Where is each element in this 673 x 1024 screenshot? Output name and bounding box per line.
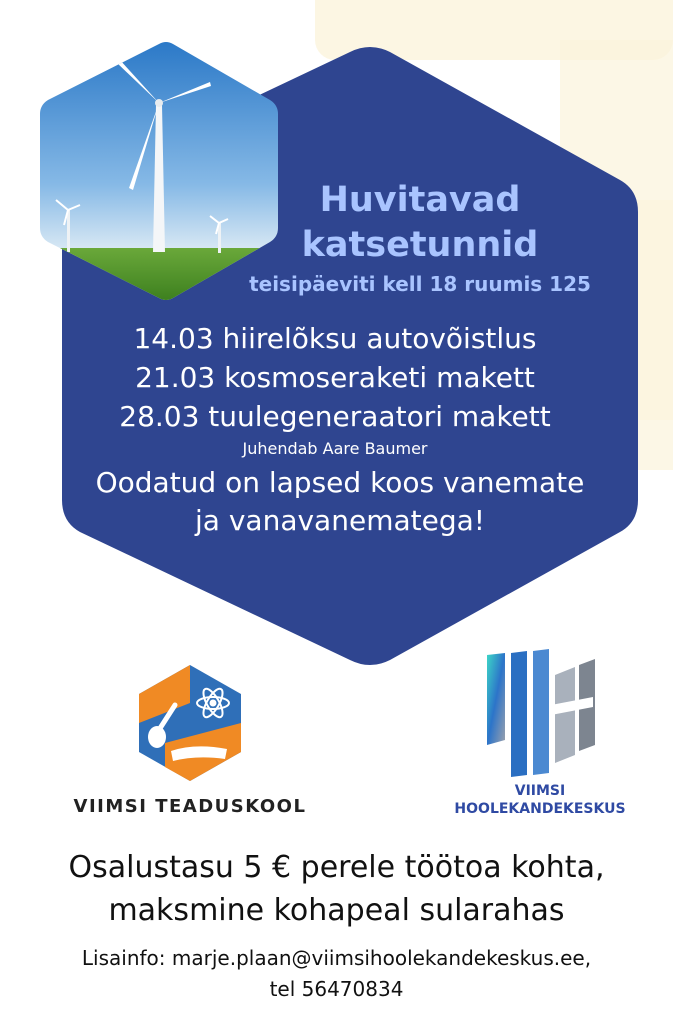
contact-phone-line: tel 56470834 bbox=[269, 977, 404, 1001]
event-item: 28.03 tuulegeneraatori makett bbox=[119, 400, 551, 433]
poster-title-line1: Huvitavad bbox=[319, 180, 521, 220]
hoolekandekeskus-logo bbox=[475, 645, 605, 780]
poster-title-line2: katsetunnid bbox=[301, 225, 539, 265]
teaduskool-name: VIIMSI TEADUSKOOL bbox=[73, 796, 307, 817]
hoolekandekeskus-name bbox=[450, 782, 630, 818]
hoolekandekeskus-name-line1: VIIMSI bbox=[514, 783, 566, 799]
instructor-line: Juhendab Aare Baumer bbox=[242, 439, 428, 458]
fee-line2: maksmine kohapeal sularahas bbox=[108, 893, 565, 928]
poster-subtitle: teisipäeviti kell 18 ruumis 125 bbox=[249, 272, 591, 296]
event-item: 21.03 kosmoseraketi makett bbox=[135, 361, 535, 394]
welcome-line1: Oodatud on lapsed koos vanemate bbox=[95, 466, 585, 499]
fee-line1: Osalustasu 5 € perele töötoa kohta, bbox=[68, 850, 605, 885]
event-item: 14.03 hiirelõksu autovõistlus bbox=[133, 322, 537, 355]
contact-email-line: Lisainfo: marje.plaan@viimsihoolekandekeskus.ee, bbox=[81, 946, 592, 970]
wind-turbine-photo bbox=[38, 40, 280, 302]
hoolekandekeskus-name-line2: HOOLEKANDEKESKUS bbox=[454, 801, 626, 817]
welcome-line2: ja vanavanematega! bbox=[195, 504, 485, 537]
teaduskool-logo bbox=[135, 663, 245, 783]
